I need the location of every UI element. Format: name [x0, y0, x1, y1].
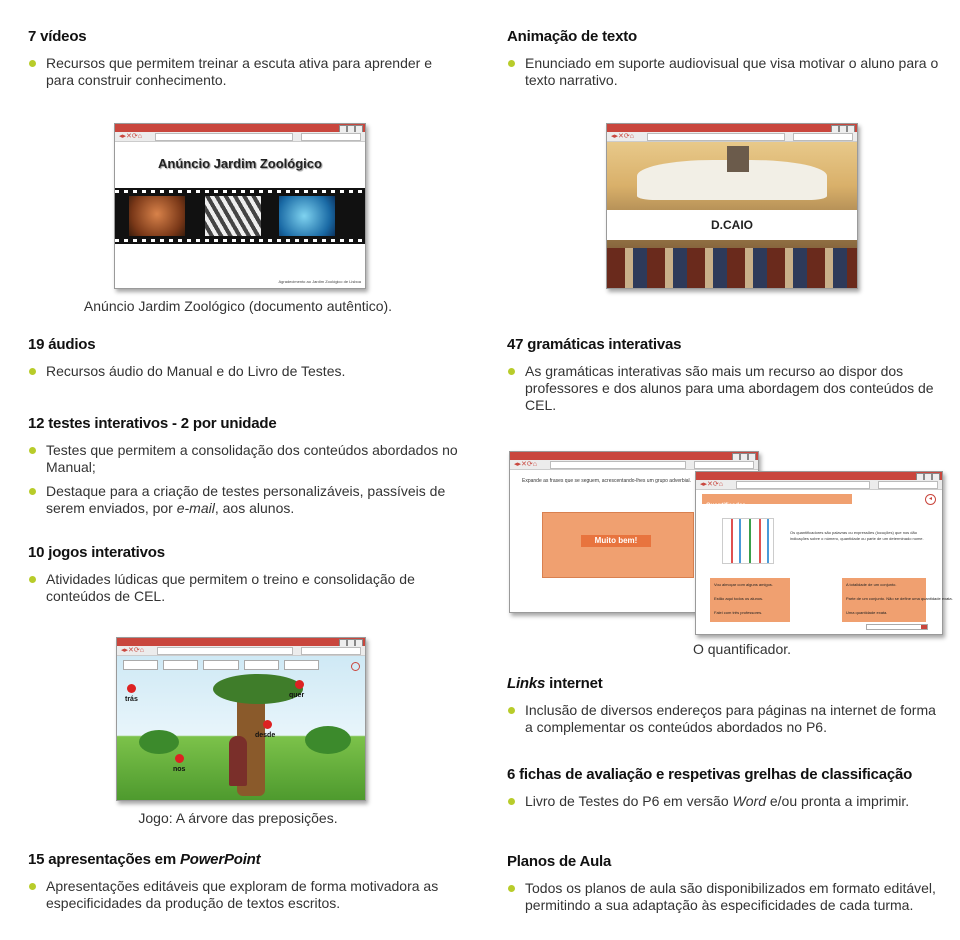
- apple-icon[interactable]: [295, 680, 304, 689]
- links-section: [507, 675, 947, 743]
- tests-title: 12 testes interativos - 2 por unidade: [28, 415, 277, 432]
- option-box[interactable]: Estão aqui todos os alunos.: [714, 596, 764, 601]
- word-label-desde[interactable]: desde: [255, 732, 276, 739]
- list-item: Todos os planos de aula são disponibilizados em formato editável, permitindo a sua adaptação às especificidades de cada turma.: [507, 880, 947, 914]
- apple-icon[interactable]: [175, 754, 184, 763]
- animation-window: [606, 123, 858, 289]
- tests-section: [28, 415, 458, 524]
- game-caption: Jogo: A árvore das preposições.: [138, 810, 338, 826]
- left-boxes: [710, 578, 790, 622]
- figures-row: [607, 248, 857, 288]
- option-box[interactable]: Parte de um conjunto. Não se define uma quantidade exata.: [846, 596, 953, 601]
- speaker-icon[interactable]: ◂: [925, 494, 936, 505]
- list-item: Apresentações editáveis que exploram de forma motivadora as especificidades da produção de textos escritos.: [28, 878, 458, 912]
- small-tree-left: [139, 730, 179, 754]
- right-boxes: [842, 578, 953, 622]
- list-item: Livro de Testes do P6 em versão Word e/ou pronta a imprimir.: [507, 793, 947, 810]
- option-box[interactable]: A totalidade de um conjunto.: [846, 582, 897, 587]
- animation-section: [507, 28, 947, 96]
- browser-nav: ◂▸✕⟳⌂: [607, 132, 857, 142]
- grammar-caption: O quantificador.: [692, 641, 792, 657]
- list-item: Recursos que permitem treinar a escuta ativa para aprender e para construir conhecimento.: [28, 55, 458, 89]
- games-title: 10 jogos interativos: [28, 544, 165, 561]
- plans-title: Planos de Aula: [507, 853, 612, 870]
- exercise-instruction: Expande as frases que se seguem, acrescentando-lhes um grupo adverbial.: [522, 478, 691, 484]
- panel-title-bar: [702, 494, 852, 509]
- animation-label: D.CAIO: [711, 218, 753, 232]
- browser-nav: ◂▸✕⟳⌂: [510, 460, 758, 470]
- games-section: [28, 544, 458, 612]
- apple-icon[interactable]: [263, 720, 272, 729]
- panel-text: Os quantificadores são palavras ou expressões (locuções) que nos dão indicações sobre o número, quantidade ou parte de um determinado nome.: [790, 530, 924, 541]
- grammar-title: 47 gramáticas interativas: [507, 336, 682, 353]
- plans-section: [507, 853, 947, 921]
- list-item: Testes que permitem a consolidação dos conteúdos abordados no Manual;: [28, 442, 458, 476]
- audios-title: 19 áudios: [28, 336, 96, 353]
- zebra-thumbnail[interactable]: [205, 196, 261, 236]
- list-item: Atividades lúdicas que permitem o treino e consolidação de conteúdos de CEL.: [28, 571, 458, 605]
- video-window: [114, 123, 366, 289]
- grammar-section: [507, 336, 947, 421]
- exercise-panel: [542, 512, 694, 578]
- close-game-icon[interactable]: [351, 662, 360, 671]
- word-label-nos[interactable]: nos: [173, 766, 186, 773]
- orangutan-thumbnail[interactable]: [129, 196, 185, 236]
- grammar-window-front: [695, 471, 953, 635]
- sheets-title: 6 fichas de avaliação e respetivas grelhas de classificação: [507, 766, 913, 783]
- film-strip: [115, 188, 365, 244]
- apple-icon[interactable]: [127, 684, 136, 693]
- audios-section: [28, 336, 458, 387]
- animation-title: Animação de texto: [507, 28, 637, 45]
- word-label-quer[interactable]: quer: [289, 692, 305, 699]
- small-tree-right: [305, 726, 351, 754]
- stick-figures-illustration: [722, 518, 774, 564]
- word-label-tras[interactable]: trás: [125, 696, 138, 703]
- video-heading: Anúncio Jardim Zoológico: [158, 156, 322, 171]
- presentations-section: [28, 851, 458, 919]
- dolphin-thumbnail[interactable]: [279, 196, 335, 236]
- list-item: Recursos áudio do Manual e do Livro de Testes.: [28, 363, 458, 380]
- list-item: As gramáticas interativas são mais um recurso ao dispor dos professores e dos alunos para uma abordagem dos conteúdos de CEL.: [507, 363, 947, 414]
- progress-slider[interactable]: [866, 624, 928, 630]
- game-toolbar: [123, 660, 319, 670]
- browser-nav: ◂▸✕⟳⌂: [117, 646, 365, 656]
- tree-canopy: [213, 674, 303, 704]
- option-box[interactable]: Uma quantidade exata.: [846, 610, 888, 615]
- videos-section: [28, 28, 458, 96]
- list-item: Destaque para a criação de testes personalizáveis, passíveis de serem enviados, por e-mail, aos alunos.: [28, 483, 458, 517]
- links-title: Links internet: [507, 675, 603, 692]
- castle-tower: [727, 146, 749, 172]
- character-figure: [229, 736, 247, 786]
- videos-title: 7 vídeos: [28, 28, 87, 45]
- browser-nav: ◂▸✕⟳⌂: [115, 132, 365, 142]
- video-credit: Agradecimento ao Jardim Zoológico de Lisboa: [278, 279, 361, 284]
- presentations-title: 15 apresentações em PowerPoint: [28, 851, 261, 868]
- feedback-badge: Muito bem!: [581, 535, 651, 547]
- option-box[interactable]: Vou almoçar com alguns amigos.: [714, 582, 773, 587]
- panel-title: Quantificador: [706, 503, 746, 509]
- option-box[interactable]: Falei com três professores.: [714, 610, 763, 615]
- animation-title-bar: [607, 210, 857, 240]
- list-item: Inclusão de diversos endereços para páginas na internet de forma a complementar os conteúdos abordados no P6.: [507, 702, 947, 736]
- list-item: Enunciado em suporte audiovisual que visa motivar o aluno para o texto narrativo.: [507, 55, 947, 89]
- sheets-section: [507, 766, 947, 817]
- game-window: [116, 637, 366, 801]
- video-caption: Anúncio Jardim Zoológico (documento autêntico).: [83, 298, 393, 314]
- browser-nav: ◂▸✕⟳⌂: [696, 480, 942, 490]
